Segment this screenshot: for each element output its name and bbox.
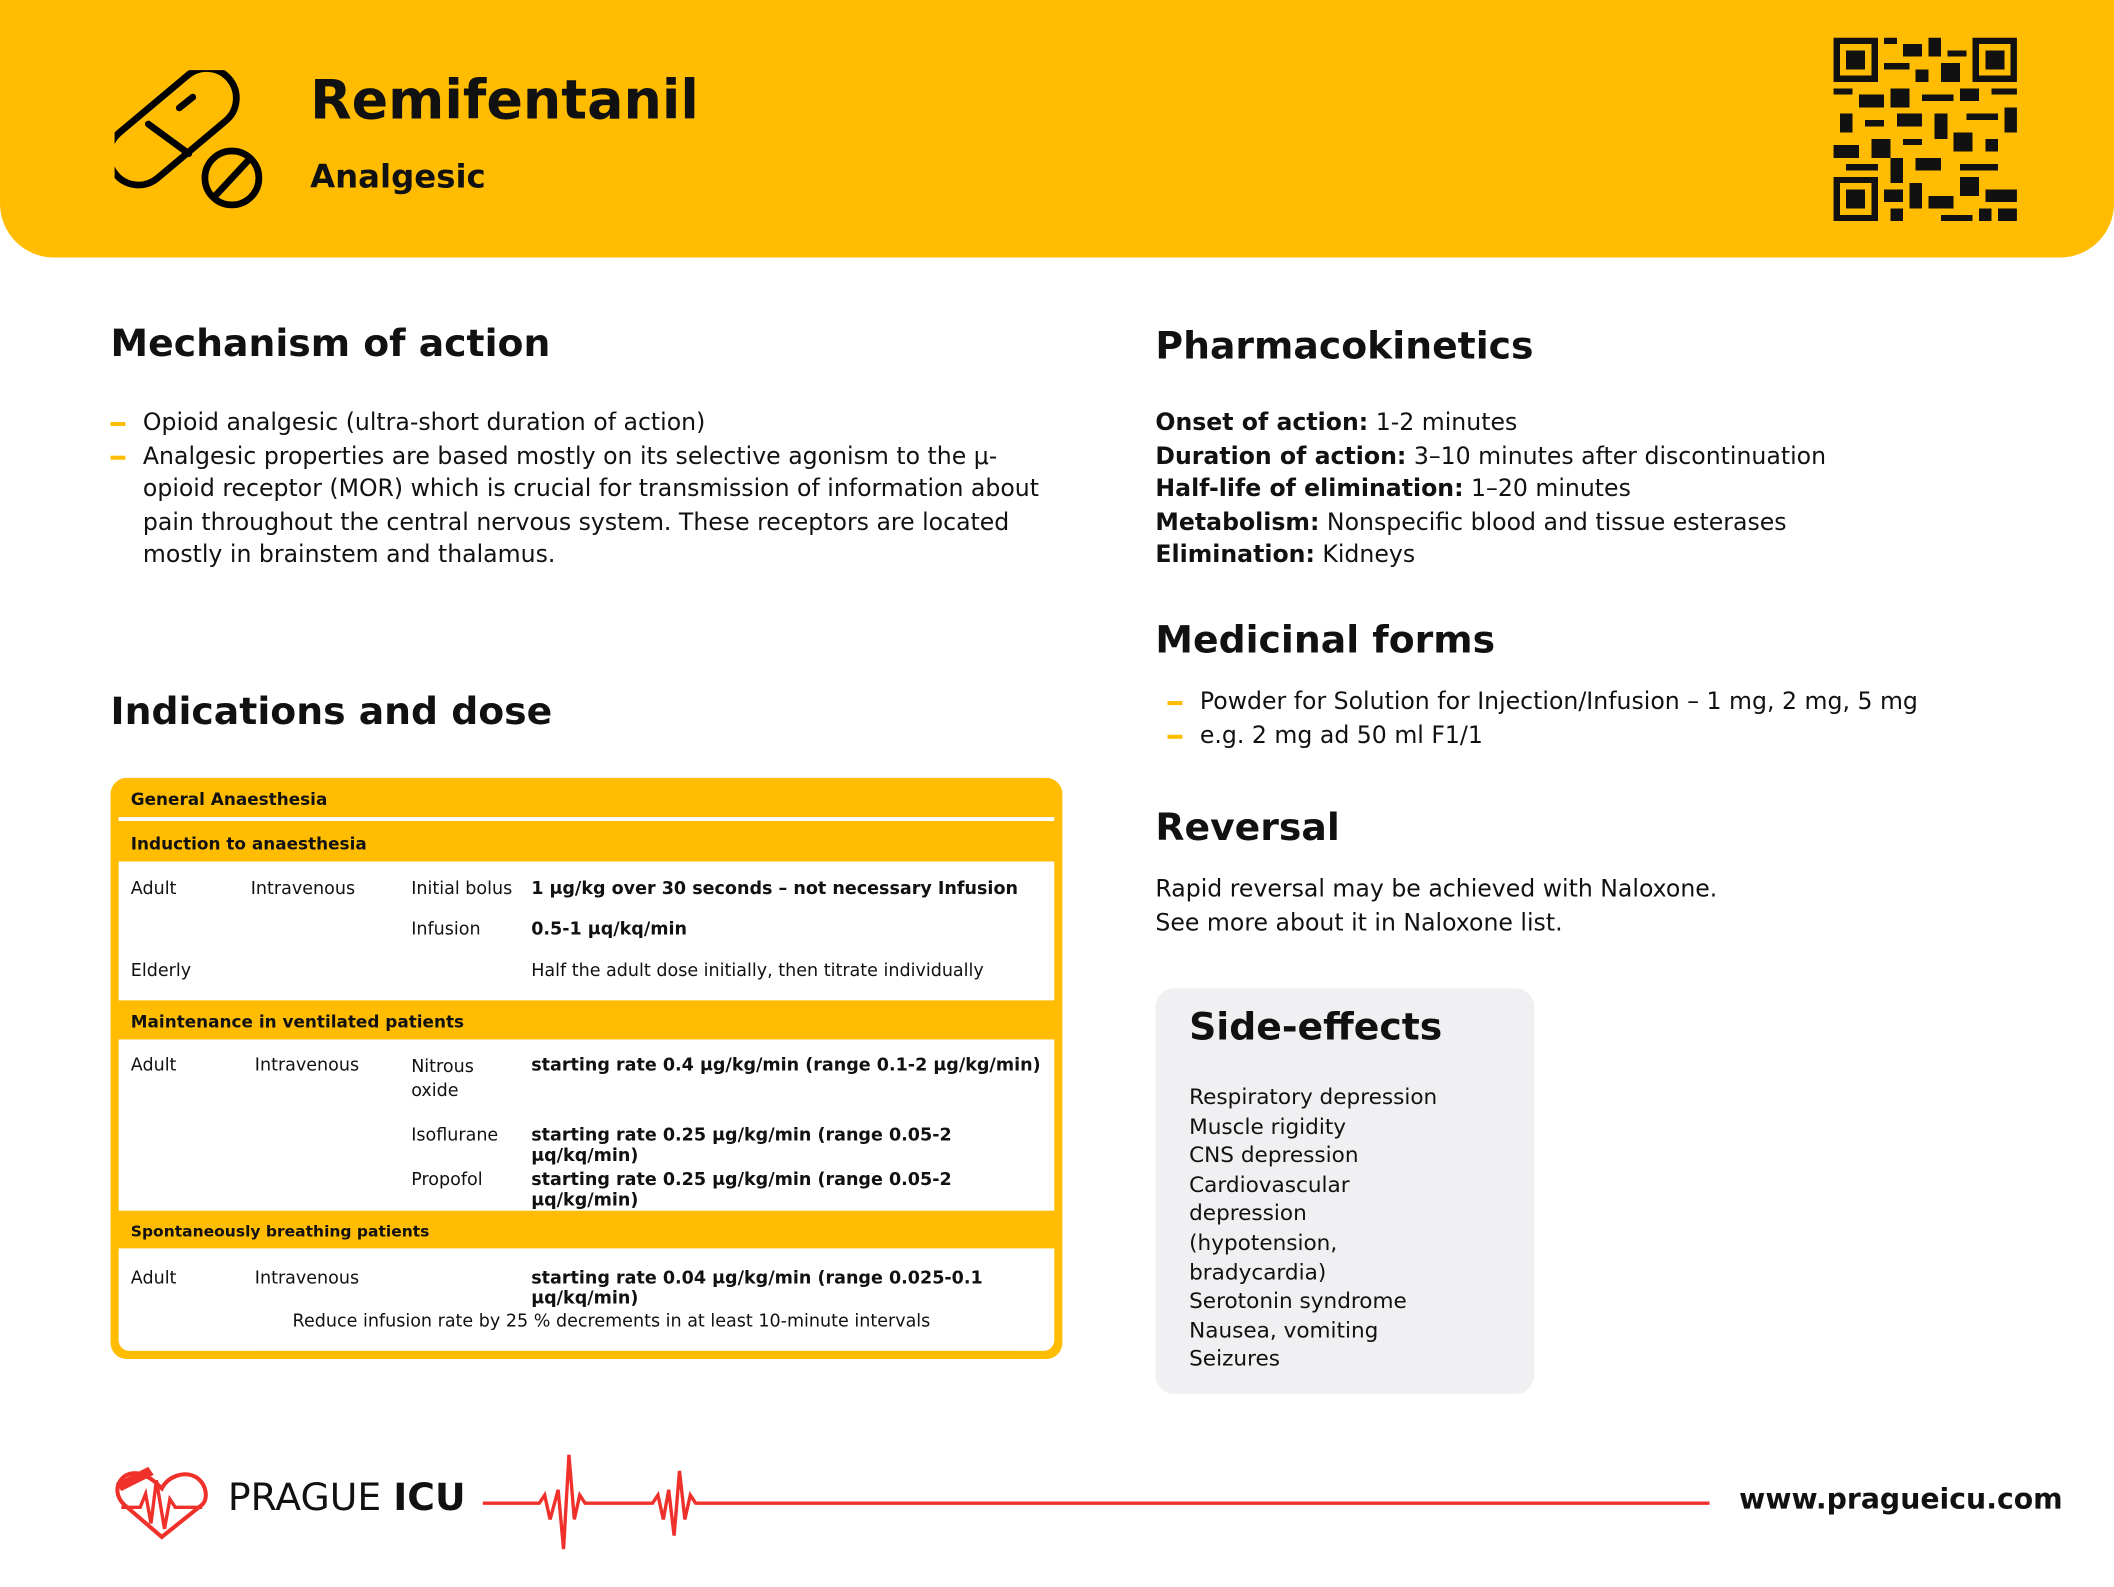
pk-row bbox=[1155, 539, 1826, 572]
list-item: Nausea, vomiting bbox=[1189, 1316, 1379, 1343]
pk-row bbox=[1155, 473, 1826, 506]
table-cell: Infusion bbox=[411, 919, 481, 940]
pk-label: Half-life of elimination: bbox=[1155, 475, 1464, 503]
brand-name-part: PRAGUE bbox=[227, 1474, 382, 1520]
dash-bullet-icon bbox=[111, 422, 126, 426]
table-cell: Nitrous oxide bbox=[411, 1056, 474, 1102]
list-item bbox=[1168, 686, 1977, 719]
section-general: General Anaesthesia bbox=[130, 788, 328, 809]
pharmacokinetics-list bbox=[1155, 407, 1826, 572]
section-induction: Induction to anaesthesia bbox=[130, 833, 367, 854]
table-cell: Adult bbox=[130, 879, 177, 900]
forms-list bbox=[1168, 686, 1977, 752]
reversal-text bbox=[1155, 874, 1717, 940]
table-cell: Intravenous bbox=[254, 1268, 360, 1289]
table-cell: starting rate 0.4 μg/kg/min (range 0.1-2 μg/kg/min) bbox=[531, 1055, 1041, 1076]
dash-bullet-icon bbox=[111, 455, 126, 459]
section-spontaneous: Spontaneously breathing patients bbox=[130, 1221, 430, 1241]
list-item-text: Opioid analgesic (ultra-short duration of action) bbox=[142, 409, 706, 437]
reversal-line: Rapid reversal may be achieved with Naloxone. bbox=[1155, 876, 1718, 904]
side-effects-heading: Side-effects bbox=[1189, 1004, 1443, 1049]
table-cell: Elderly bbox=[130, 961, 192, 982]
dash-bullet-icon bbox=[1168, 734, 1183, 738]
table-cell: 0.5-1 μq/kq/min bbox=[531, 919, 688, 940]
brand-name bbox=[228, 1475, 466, 1519]
pill-icon bbox=[115, 70, 263, 212]
divider bbox=[119, 817, 1055, 821]
indications-heading: Indications and dose bbox=[110, 688, 553, 734]
pk-row bbox=[1155, 407, 1826, 440]
list-item bbox=[1168, 719, 1977, 752]
pk-label: Duration of action: bbox=[1155, 442, 1407, 470]
table-cell: Isoflurane bbox=[411, 1125, 499, 1146]
table-cell: Initial bolus bbox=[411, 879, 513, 900]
reversal-line: See more about it in Naloxone list. bbox=[1155, 909, 1563, 937]
list-item bbox=[111, 407, 1041, 440]
list-item: Cardiovascular depression (hypotension, bradycardia) bbox=[1189, 1171, 1350, 1285]
prague-icu-logo-icon bbox=[108, 1459, 216, 1547]
drug-class: Analgesic bbox=[310, 157, 486, 196]
table-cell: starting rate 0.25 μg/kg/min (range 0.05-2 μq/kg/min) bbox=[531, 1170, 952, 1211]
list-item: Serotonin syndrome bbox=[1189, 1287, 1407, 1314]
list-item: CNS depression bbox=[1189, 1142, 1359, 1168]
pk-row bbox=[1155, 440, 1826, 473]
side-effects-list bbox=[1189, 1083, 1499, 1374]
list-item: Respiratory depression bbox=[1189, 1083, 1438, 1110]
pk-row bbox=[1155, 506, 1826, 539]
pk-value: 1-2 minutes bbox=[1368, 409, 1518, 437]
ecg-line-icon bbox=[483, 1449, 1713, 1554]
header-banner bbox=[0, 0, 2114, 258]
list-item-text: e.g. 2 mg ad 50 ml F1/1 bbox=[1199, 721, 1483, 749]
pk-value: Kidneys bbox=[1314, 541, 1416, 569]
dash-bullet-icon bbox=[1168, 701, 1183, 705]
list-item bbox=[111, 440, 1041, 572]
table-cell: Half the adult dose initially, then titrate individually bbox=[531, 961, 984, 982]
table-cell: Adult bbox=[130, 1268, 177, 1289]
dose-table bbox=[111, 778, 1063, 1359]
pk-value: Nonspecific blood and tissue esterases bbox=[1319, 508, 1787, 536]
pk-value: 1–20 minutes bbox=[1463, 475, 1631, 503]
list-item-text: Analgesic properties are based mostly on its selective agonism to the μ-opioid receptor (MOR) which is crucial for transmission of information about pain throughout the central nervous system. These receptors are located mostly in brainstem and thalamus. bbox=[142, 442, 1040, 569]
table-cell: Intravenous bbox=[254, 1055, 360, 1076]
maintenance-rows bbox=[119, 1039, 1055, 1210]
table-note: Reduce infusion rate by 25 % decrements in at least 10-minute intervals bbox=[292, 1311, 931, 1333]
pk-label: Elimination: bbox=[1155, 541, 1315, 569]
pk-label: Onset of action: bbox=[1155, 409, 1369, 437]
side-effects-box bbox=[1155, 988, 1534, 1394]
mechanism-heading: Mechanism of action bbox=[110, 320, 551, 366]
forms-heading: Medicinal forms bbox=[1155, 617, 1496, 662]
table-cell: Propofol bbox=[411, 1170, 483, 1191]
table-cell: 1 μg/kg over 30 seconds – not necessary Infusion bbox=[531, 879, 1018, 900]
table-cell: starting rate 0.25 μg/kg/min (range 0.05-2 μq/kq/min) bbox=[531, 1125, 952, 1167]
pharmacokinetics-heading: Pharmacokinetics bbox=[1155, 323, 1534, 369]
brand-name-bold: ICU bbox=[393, 1474, 466, 1520]
drug-name: Remifentanil bbox=[310, 70, 699, 133]
pk-value: 3–10 minutes after discontinuation bbox=[1406, 442, 1827, 470]
table-cell: Adult bbox=[130, 1055, 177, 1076]
reversal-heading: Reversal bbox=[1155, 804, 1340, 850]
spontaneous-rows bbox=[119, 1248, 1055, 1350]
table-cell: Intravenous bbox=[250, 879, 356, 900]
induction-rows bbox=[119, 861, 1055, 1000]
table-cell: starting rate 0.04 μg/kg/min (range 0.025-0.1 μq/kq/min) bbox=[531, 1268, 983, 1310]
list-item: Muscle rigidity bbox=[1189, 1113, 1347, 1139]
qr-code-icon[interactable] bbox=[1834, 38, 2017, 221]
pk-label: Metabolism: bbox=[1155, 508, 1320, 536]
list-item-text: Powder for Solution for Injection/Infusion – 1 mg, 2 mg, 5 mg bbox=[1199, 688, 1918, 716]
list-item: Seizures bbox=[1189, 1345, 1280, 1372]
mechanism-list bbox=[111, 407, 1041, 572]
website-link[interactable]: www.pragueicu.com bbox=[1739, 1483, 2063, 1516]
section-maintenance: Maintenance in ventilated patients bbox=[130, 1011, 465, 1032]
